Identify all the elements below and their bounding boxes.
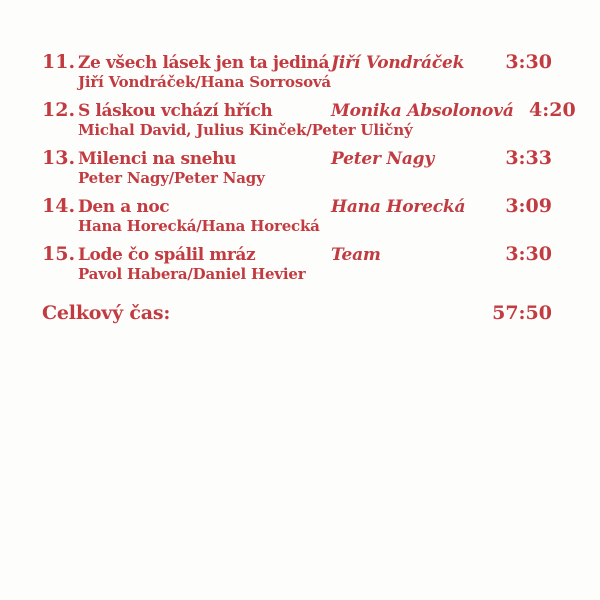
- track-row: [42, 52, 552, 90]
- tracklist: [42, 51, 576, 324]
- track-title: Den a noc: [78, 197, 170, 217]
- track-artist: Jiří Vondráček: [331, 53, 465, 73]
- track-artist: Peter Nagy: [331, 149, 435, 169]
- track-artist: Hana Horecká: [331, 197, 466, 217]
- track-writers: Hana Horecká/Hana Horecká: [78, 217, 320, 235]
- track-row: [42, 99, 576, 139]
- track-main-line: [42, 196, 552, 216]
- track-title: S láskou vchází hřích: [78, 101, 273, 121]
- track-duration: 3:09: [505, 195, 552, 217]
- track-number: 13.: [42, 147, 76, 169]
- track-writers: Jiří Vondráček/Hana Sorrosová: [78, 73, 331, 91]
- track-writers: Pavol Habera/Daniel Hevier: [78, 265, 306, 283]
- track-main-line: [42, 244, 552, 264]
- track-title: Lode čo spálil mráz: [78, 245, 256, 265]
- track-number: 14.: [42, 195, 76, 217]
- track-duration: 3:30: [505, 51, 552, 73]
- track-writers: Peter Nagy/Peter Nagy: [78, 169, 265, 187]
- track-number: 12.: [42, 99, 76, 121]
- track-row: [42, 196, 552, 234]
- track-artist: Team: [331, 245, 381, 265]
- track-title: Milenci na snehu: [78, 149, 236, 169]
- track-writers: Michal David, Julius Kinček/Peter Uličný: [78, 121, 413, 139]
- track-artist: Monika Absolonová: [331, 101, 514, 121]
- track-row: [42, 148, 552, 186]
- track-main-line: [42, 148, 552, 168]
- track-title: Ze všech lásek jen ta jediná: [78, 53, 330, 73]
- track-number: 15.: [42, 243, 76, 265]
- total-time-value: 57:50: [492, 302, 552, 324]
- total-time-row: [42, 303, 552, 323]
- track-main-line: [42, 52, 552, 72]
- track-duration: 4:20: [528, 99, 576, 121]
- track-number: 11.: [42, 51, 76, 73]
- total-time-label: Celkový čas:: [42, 302, 171, 324]
- track-row: [42, 244, 552, 282]
- track-main-line: [42, 99, 576, 121]
- track-duration: 3:30: [505, 243, 552, 265]
- track-duration: 3:33: [505, 147, 552, 169]
